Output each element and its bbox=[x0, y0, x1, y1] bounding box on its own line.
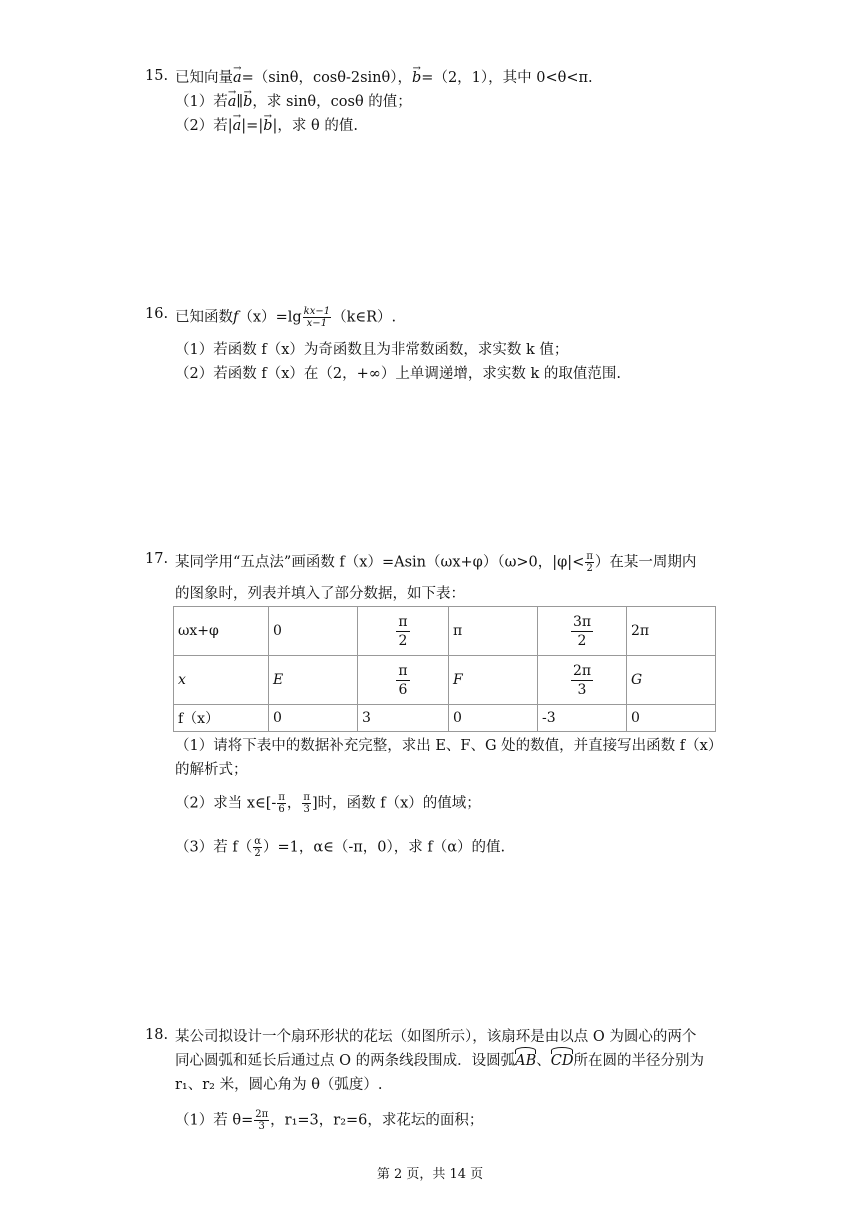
question-18-line-1: 某公司拟设计一个扇环形状的花坛（如图所示），该扇环是由以点 O 为圆心的两个 bbox=[175, 1029, 697, 1045]
question-17-stem-continued: 的图象时，列表并填入了部分数据，如下表： bbox=[175, 586, 465, 602]
table-cell: π bbox=[449, 607, 538, 656]
vector-b: → b bbox=[412, 68, 421, 88]
question-17-part-3: （3）若 f（ $\frac{\alpha}{2}$ ）=1，α∈（-π，0），求 f（α）的值. bbox=[175, 836, 506, 859]
table-cell: 0 bbox=[269, 607, 358, 656]
question-number-16: 16. bbox=[145, 306, 169, 322]
table-cell: 2π bbox=[627, 607, 716, 656]
fraction-lg-argument: $\frac{kx-1}{x-1}$ bbox=[303, 306, 331, 329]
table-cell: -3 bbox=[538, 705, 627, 732]
table-row bbox=[174, 607, 716, 656]
question-18-line-2: 同心圆弧和延长后通过点 O 的两条线段围成．设圆弧AB、CD所在圆的半径分别为 bbox=[175, 1053, 704, 1069]
question-15-stem: 已知向量→ a=（sinθ，cosθ-2sinθ），→ b=（2，1），其中 0<θ<π. bbox=[175, 68, 593, 88]
question-16-part-1: （1）若函数 f（x）为奇函数且为非常数函数，求实数 k 值； bbox=[175, 342, 569, 358]
table-cell: 3 bbox=[358, 705, 449, 732]
table-row bbox=[174, 656, 716, 705]
question-15-part-2: （2）若|→ a|=|→ b|，求 θ 的值. bbox=[175, 116, 358, 136]
table-cell: $\frac{\pi}{6}$ bbox=[358, 656, 449, 705]
arc-cd: CD bbox=[550, 1053, 574, 1069]
question-16-part-2: （2）若函数 f（x）在（2，+∞）上单调递增，求实数 k 的取值范围. bbox=[175, 366, 621, 382]
question-number-17: 17. bbox=[145, 551, 169, 567]
five-point-table bbox=[173, 606, 716, 732]
vector-a: → a bbox=[233, 68, 242, 88]
question-18-line-3: r₁、r₂ 米，圆心角为 θ（弧度）. bbox=[175, 1077, 383, 1093]
table-cell: x bbox=[174, 656, 269, 705]
question-17-part-1: （1）请将下表中的数据补充完整，求出 E、F、G 处的数值，并直接写出函数 f（x） bbox=[175, 738, 723, 754]
question-15-part-1: （1）若→ a∥→ b，求 sinθ，cosθ 的值； bbox=[175, 92, 412, 112]
question-18-part-1: （1）若 θ= $\frac{2\pi}{3}$ ，r₁=3，r₂=6，求花坛的面积； bbox=[175, 1109, 484, 1132]
table-cell: E bbox=[269, 656, 358, 705]
page-footer: 第 2 页，共 14 页 bbox=[376, 1167, 484, 1182]
table-cell: $\frac{3\pi}{2}$ bbox=[538, 607, 627, 656]
table-cell: F bbox=[449, 656, 538, 705]
question-17-part-1-continued: 的解析式； bbox=[175, 762, 248, 778]
question-number-15: 15. bbox=[145, 68, 169, 84]
table-cell: 0 bbox=[269, 705, 358, 732]
question-16-stem: 已知函数f（x）=lg $\frac{kx-1}{x-1}$ （k∈R）. bbox=[175, 306, 397, 329]
table-cell: 0 bbox=[449, 705, 538, 732]
question-number-18: 18. bbox=[145, 1027, 169, 1043]
table-cell: 0 bbox=[627, 705, 716, 732]
table-cell: ωx+φ bbox=[174, 607, 269, 656]
table-cell: $\frac{\pi}{2}$ bbox=[358, 607, 449, 656]
question-17-part-2: （2）求当 x∈[- $\frac{\pi}{6}$ ， $\frac{\pi}{3}$ ]时，函数 f（x）的值域； bbox=[175, 792, 481, 815]
table-cell: $\frac{2\pi}{3}$ bbox=[538, 656, 627, 705]
table-cell: f（x） bbox=[174, 705, 269, 732]
table-cell: G bbox=[627, 656, 716, 705]
table-row bbox=[174, 705, 716, 732]
arc-ab: AB bbox=[515, 1053, 537, 1069]
question-17-stem: 某同学用“五点法”画函数 f（x）=Asin（ωx+φ）（ω>0，|φ|< $\frac{\pi}{2}$ ）在某一周期内 bbox=[175, 551, 697, 574]
